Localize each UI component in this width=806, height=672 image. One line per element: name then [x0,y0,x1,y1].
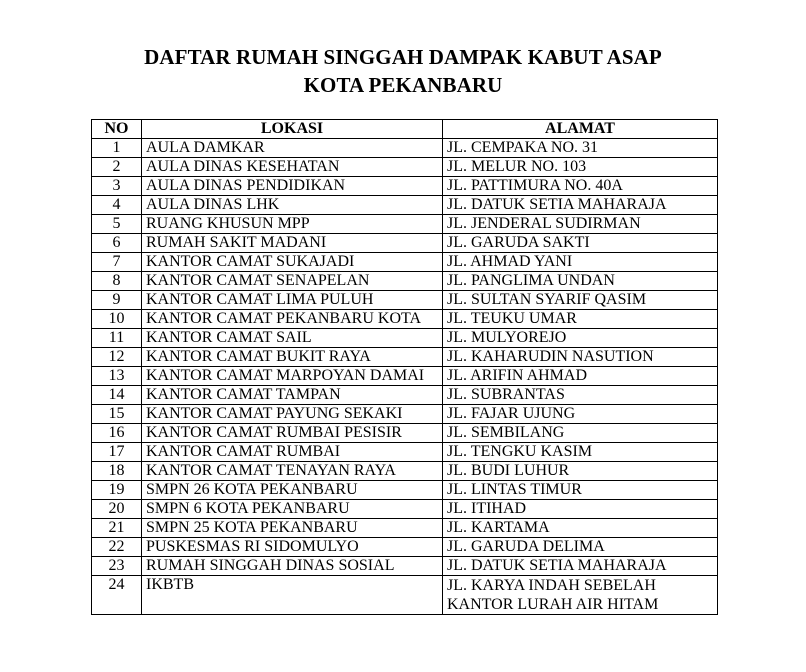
row-number: 24 [92,576,142,615]
row-number: 20 [92,500,142,519]
row-alamat: JL. KAHARUDIN NASUTION [443,348,718,367]
row-lokasi: KANTOR CAMAT RUMBAI PESISIR [142,424,443,443]
row-alamat: JL. ARIFIN AHMAD [443,367,718,386]
row-alamat: JL. ITIHAD [443,500,718,519]
table-row [92,139,718,158]
row-alamat: JL. PATTIMURA NO. 40A [443,177,718,196]
row-lokasi: AULA DINAS PENDIDIKAN [142,177,443,196]
shelter-table [91,119,718,615]
row-alamat: JL. GARUDA SAKTI [443,234,718,253]
row-alamat: JL. SULTAN SYARIF QASIM [443,291,718,310]
table-row [92,253,718,272]
row-lokasi: RUANG KHUSUN MPP [142,215,443,234]
table-row [92,272,718,291]
table-row [92,576,718,615]
row-number: 21 [92,519,142,538]
table-row [92,481,718,500]
row-alamat: JL. MULYOREJO [443,329,718,348]
row-lokasi: PUSKESMAS RI SIDOMULYO [142,538,443,557]
row-number: 8 [92,272,142,291]
row-lokasi: SMPN 6 KOTA PEKANBARU [142,500,443,519]
row-lokasi: KANTOR CAMAT SUKAJADI [142,253,443,272]
row-number: 5 [92,215,142,234]
table-row [92,519,718,538]
table-row [92,557,718,576]
table-body [92,139,718,615]
table-row [92,234,718,253]
row-alamat: JL. AHMAD YANI [443,253,718,272]
table-header-row [92,120,718,139]
row-alamat: JL. GARUDA DELIMA [443,538,718,557]
row-lokasi: KANTOR CAMAT SENAPELAN [142,272,443,291]
row-alamat: JL. FAJAR UJUNG [443,405,718,424]
row-number: 22 [92,538,142,557]
table-row [92,443,718,462]
row-number: 4 [92,196,142,215]
row-number: 19 [92,481,142,500]
header-no: NO [92,120,142,139]
row-lokasi: KANTOR CAMAT LIMA PULUH [142,291,443,310]
row-alamat: JL. JENDERAL SUDIRMAN [443,215,718,234]
row-number: 13 [92,367,142,386]
row-lokasi: AULA DINAS KESEHATAN [142,158,443,177]
header-lokasi: LOKASI [142,120,443,139]
table-row [92,310,718,329]
row-number: 10 [92,310,142,329]
table-row [92,500,718,519]
table-row [92,424,718,443]
row-number: 17 [92,443,142,462]
table-row [92,367,718,386]
row-lokasi: KANTOR CAMAT SAIL [142,329,443,348]
row-lokasi: KANTOR CAMAT TAMPAN [142,386,443,405]
row-number: 16 [92,424,142,443]
row-lokasi: IKBTB [142,576,443,615]
table-row [92,538,718,557]
row-lokasi: SMPN 26 KOTA PEKANBARU [142,481,443,500]
row-alamat: JL. TEUKU UMAR [443,310,718,329]
table-row [92,215,718,234]
row-alamat: JL. TENGKU KASIM [443,443,718,462]
row-number: 6 [92,234,142,253]
row-number: 12 [92,348,142,367]
table-row [92,158,718,177]
row-number: 3 [92,177,142,196]
row-lokasi: AULA DINAS LHK [142,196,443,215]
row-alamat: JL. DATUK SETIA MAHARAJA [443,557,718,576]
table-row [92,462,718,481]
table-row [92,329,718,348]
row-alamat: JL. KARYA INDAH SEBELAH KANTOR LURAH AIR HITAM [443,576,718,615]
row-lokasi: RUMAH SAKIT MADANI [142,234,443,253]
row-number: 18 [92,462,142,481]
row-lokasi: KANTOR CAMAT TENAYAN RAYA [142,462,443,481]
row-lokasi: KANTOR CAMAT PEKANBARU KOTA [142,310,443,329]
table-row [92,177,718,196]
row-lokasi: RUMAH SINGGAH DINAS SOSIAL [142,557,443,576]
row-number: 14 [92,386,142,405]
table-row [92,386,718,405]
document-title: DAFTAR RUMAH SINGGAH DAMPAK KABUT ASAP [144,45,662,69]
row-number: 9 [92,291,142,310]
header-alamat: ALAMAT [443,120,718,139]
row-alamat: JL. SUBRANTAS [443,386,718,405]
row-number: 7 [92,253,142,272]
row-number: 2 [92,158,142,177]
table-row [92,348,718,367]
row-lokasi: KANTOR CAMAT RUMBAI [142,443,443,462]
document-subtitle: KOTA PEKANBARU [303,73,503,97]
row-alamat: JL. KARTAMA [443,519,718,538]
table-row [92,196,718,215]
row-lokasi: KANTOR CAMAT MARPOYAN DAMAI [142,367,443,386]
row-number: 11 [92,329,142,348]
row-lokasi: KANTOR CAMAT BUKIT RAYA [142,348,443,367]
row-number: 15 [92,405,142,424]
row-alamat: JL. DATUK SETIA MAHARAJA [443,196,718,215]
row-alamat: JL. SEMBILANG [443,424,718,443]
table-row [92,291,718,310]
row-number: 1 [92,139,142,158]
row-alamat: JL. BUDI LUHUR [443,462,718,481]
row-lokasi: SMPN 25 KOTA PEKANBARU [142,519,443,538]
row-alamat: JL. LINTAS TIMUR [443,481,718,500]
row-lokasi: AULA DAMKAR [142,139,443,158]
row-number: 23 [92,557,142,576]
row-alamat: JL. CEMPAKA NO. 31 [443,139,718,158]
row-alamat: JL. PANGLIMA UNDAN [443,272,718,291]
table-row [92,405,718,424]
row-lokasi: KANTOR CAMAT PAYUNG SEKAKI [142,405,443,424]
row-alamat: JL. MELUR NO. 103 [443,158,718,177]
